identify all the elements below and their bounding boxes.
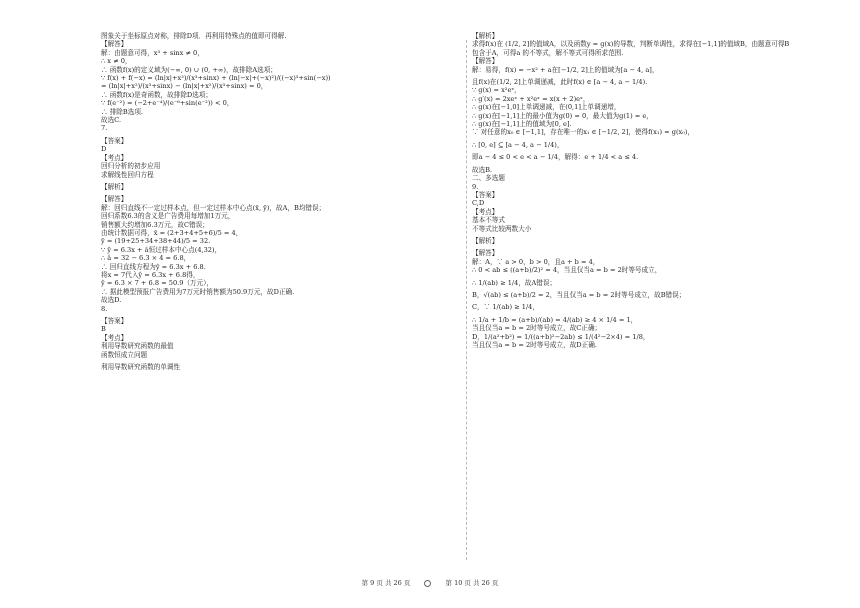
- left-column-line: ȳ = (19+25+34+38+44)/5 = 32.: [101, 237, 211, 246]
- right-column-line: 即a − 4 ≤ 0 < e < a − 1/4，解得：e + 1/4 < a ≤ 4.: [472, 153, 639, 162]
- left-column-line: 【考点】: [101, 333, 128, 342]
- right-page-number: 第 10 页 共 26 页: [445, 579, 499, 587]
- right-column-line: 当且仅当a = b = 2时等号成立，故C正确；: [472, 324, 602, 333]
- right-column-line: B，√(ab) ≤ (a+b)/2 = 2，当且仅当a = b = 2时等号成立，故B错误；: [472, 290, 686, 299]
- right-column-line: 当且仅当a = b = 2时等号成立，故D正确.: [472, 341, 597, 349]
- page-footer: [0, 578, 860, 587]
- left-column-line: ∵ ŷ = 6.3x + â恒过样本中心点(4,32)，: [101, 245, 222, 254]
- left-column-line: ∴ 据此模型预报广告费用为7万元时销售额为50.9万元，故D正确.: [101, 287, 295, 296]
- right-column-line: 【解答】: [472, 57, 499, 66]
- right-column: [472, 32, 830, 349]
- right-column-line: 且f(x)在(1/2, 2]上单调递减，此时f(x) ∈ [a − 4, a − 1/4).: [472, 78, 648, 87]
- left-column-line: ∴ 函数f(x)的定义域为(−∞, 0) ∪ (0, +∞)，故排除A选项；: [101, 65, 277, 74]
- left-column-line: 【答案】: [101, 136, 128, 145]
- left-column-line: ŷ = 6.3 × 7 + 6.8 = 50.9（万元），: [101, 279, 214, 288]
- column-divider: [466, 40, 467, 560]
- right-column-line: 【解析】: [472, 236, 499, 245]
- right-column-line: D，1/(a²+b²) = 1/((a+b)²−2ab) ≤ 1/(4²−2×4) = 1/8，: [472, 332, 650, 341]
- left-column-line: ∴ 函数f(x)是奇函数，故排除D选项；: [101, 90, 212, 99]
- right-column-line: ∴ g(x)在[−1,1]上的值域为[0, e].: [472, 120, 572, 129]
- left-column-line: ∴ x ≠ 0，: [101, 57, 132, 66]
- left-column: [101, 32, 446, 371]
- right-column-line: ∴ 0 < ab ≤ ((a+b)/2)² = 4，当且仅当a = b = 2时等号成立，: [472, 266, 662, 275]
- left-column-line: ∵ f(e⁻²) = (−2+e⁻⁴)/(e⁻⁶+sin(e⁻²)) < 0，: [101, 99, 234, 108]
- right-column-line: 故选B.: [472, 165, 493, 174]
- right-column-line: ∵ g(x) = x²eˣ，: [472, 86, 521, 95]
- right-column-line: ∴ 1/(ab) ≥ 1/4，故A错误；: [472, 278, 557, 287]
- left-column-line: 销售额大约增加6.3万元，故C错误；: [101, 220, 209, 229]
- left-column-line: 由统计数据可得，x̄ = (2+3+4+5+6)/5 = 4，: [101, 228, 243, 237]
- right-column-line: 【解答】: [472, 249, 499, 258]
- right-column-line: 基本不等式: [472, 216, 505, 225]
- left-column-line: 【答案】: [101, 317, 128, 325]
- left-column-line: 解：由题意可得，x³ + sinx ≠ 0，: [101, 48, 204, 57]
- left-column-line: 函数恒成立问题: [101, 350, 148, 359]
- right-column-line: 【解析】: [472, 32, 499, 40]
- right-column-line: C,D: [472, 199, 485, 208]
- left-column-line: 解：回归直线不一定过样本点，但一定过样本中心点(x̄, ȳ)，故A，B均错误；: [101, 203, 326, 212]
- right-column-line: 9.: [472, 182, 479, 191]
- left-column-line: ∴ 排除B选项.: [101, 107, 144, 116]
- left-column-line: 回归系数6.3的含义是广告费用每增加1万元，: [101, 212, 235, 221]
- left-column-line: 利用导数研究函数的最值: [101, 342, 174, 351]
- left-column-line: 求解线性回归方程: [101, 170, 154, 179]
- right-column-line: 包含于A，可得a 的不等式，解不等式可得所求范围.: [472, 48, 624, 57]
- binding-hole-icon: [424, 580, 431, 587]
- right-column-line: ∴ g′(x) = 2xeˣ + x²eˣ = x(x + 2)eˣ，: [472, 94, 590, 103]
- right-column-line: 【考点】: [472, 207, 499, 216]
- left-column-line: 7.: [101, 124, 108, 133]
- right-column-line: ∴ [0, e] ⊆ [a − 4, a − 1/4)，: [472, 140, 564, 149]
- left-page-number: 第 9 页 共 26 页: [361, 579, 411, 587]
- left-column-line: D: [101, 145, 107, 154]
- right-column-line: ∴ g(x)在[−1,0]上单调递减，在(0,1]上单调递增，: [472, 103, 621, 112]
- left-column-line: 【考点】: [101, 153, 128, 162]
- right-column-line: 解：易得，f(x) = −x² + a在[−1/2, 2]上的值域为[a − 4, a]，: [472, 65, 659, 74]
- left-column-line: 利用导数研究函数的单调性: [101, 363, 181, 372]
- right-column-line: 解：A，∵ a > 0，b > 0，且a + b = 4，: [472, 257, 600, 266]
- right-column-line: 【答案】: [472, 190, 499, 199]
- left-column-line: 【解答】: [101, 195, 128, 204]
- right-column-line: 求得f(x)在 (1/2, 2]的值域A，以及函数y = g(x)的导数，判断单调性，求得在[−1,1]的值域B，由题意可得B: [472, 40, 790, 49]
- left-column-line: ∵ f(x) + f(−x) = (ln|x|+x²)/(x³+sinx) + (ln|−x|+(−x)²)/((−x)³+sin(−x)): [101, 74, 331, 83]
- left-column-line: 将x = 7代入ŷ = 6.3x + 6.8得，: [101, 270, 200, 279]
- right-column-line: 二、多选题: [472, 174, 505, 183]
- left-column-line: 故选D.: [101, 296, 122, 305]
- right-column-line: ∵ 对任意的x₀ ∈ [−1,1]，存在唯一的x₁ ∈ [−1/2, 2]，使得f(x₁) = g(x₀)，: [472, 128, 695, 137]
- right-column-line: ∴ g(x)在[−1,1]上的最小值为g(0) = 0，最大值为g(1) = e，: [472, 111, 653, 120]
- left-column-line: = (ln|x|+x²)/(x³+sinx) − (ln|x|+x²)/(x³+sinx) = 0，: [101, 82, 268, 91]
- right-column-line: 不等式比较两数大小: [472, 224, 532, 233]
- left-column-line: 图象关于坐标原点对称，排除D项．再利用特殊点的值即可得解.: [101, 32, 287, 40]
- left-column-line: ∴ 回归直线方程为ŷ = 6.3x + 6.8.: [101, 262, 206, 271]
- left-column-line: 8.: [101, 304, 108, 313]
- left-column-line: 【解析】: [101, 182, 128, 191]
- left-column-line: B: [101, 325, 106, 334]
- left-column-line: 故选C.: [101, 116, 122, 125]
- left-column-line: ∴ â = 32 − 6.3 × 4 = 6.8，: [101, 254, 191, 263]
- right-column-line: ∴ 1/a + 1/b = (a+b)/(ab) = 4/(ab) ≥ 4 × 1/4 = 1，: [472, 315, 638, 324]
- left-column-line: 回归分析的初步应用: [101, 162, 161, 171]
- right-column-line: C，∵ 1/(ab) ≥ 1/4，: [472, 303, 539, 312]
- left-column-line: 【解答】: [101, 40, 128, 49]
